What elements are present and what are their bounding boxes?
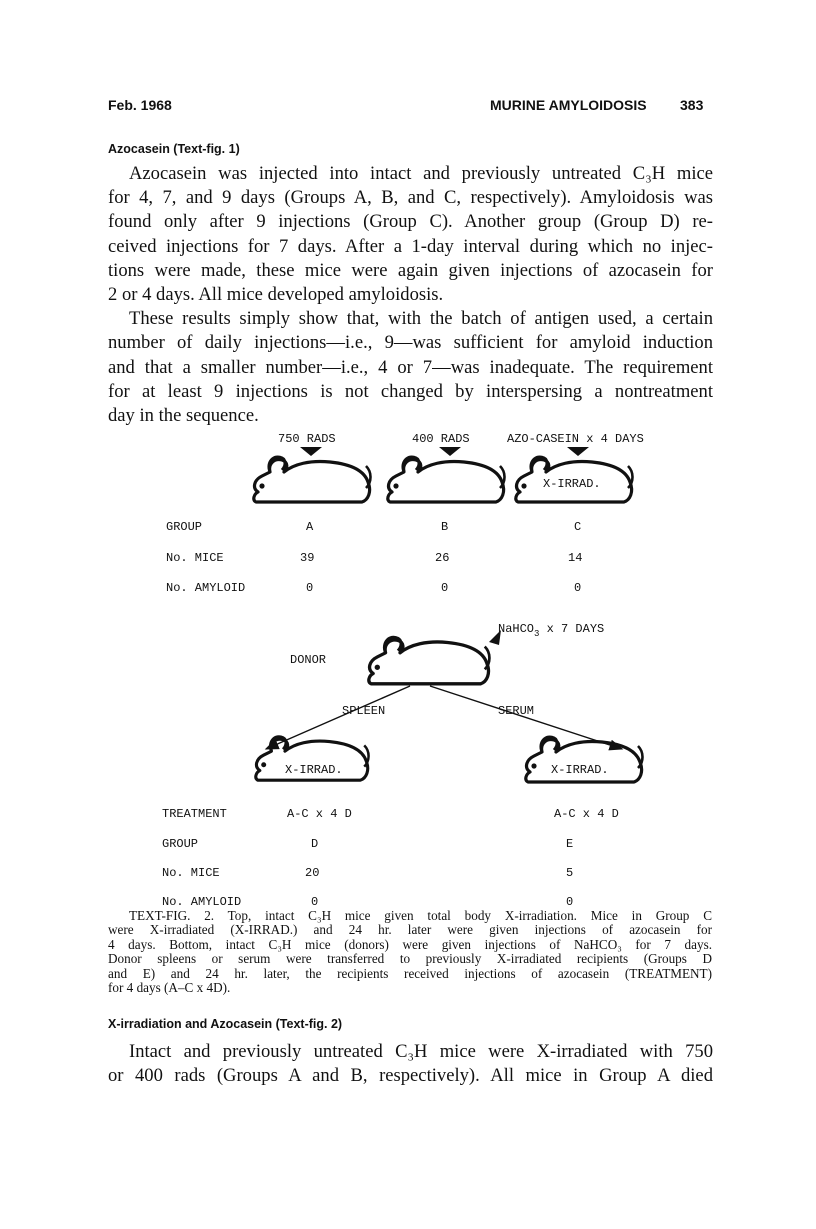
text-line: These results simply show that, with the batch of antigen used, a certain	[129, 308, 713, 330]
arrow-down-icon	[300, 447, 322, 456]
mouse-group-b-icon	[388, 457, 505, 502]
text-line: for at least 9 injections is not changed by interspersing a nontreatment	[108, 380, 713, 402]
xirrad-label-group-e: X-IRRAD.	[551, 763, 609, 777]
row-header-treatment: TREATMENT	[162, 807, 227, 821]
cell-mice-e: 5	[566, 866, 574, 880]
cell-mice-d: 20	[305, 866, 320, 880]
xirrad-label-group-d: X-IRRAD.	[285, 763, 343, 777]
running-header-title: MURINE AMYLOIDOSIS	[490, 97, 647, 113]
text-line: number of daily injections—i.e., 9—was sufficient for amyloid induction	[108, 332, 713, 354]
caption-line: were X-irradiated (X-IRRAD.) and 24 hr. later were given injections of azocasein for	[108, 922, 712, 938]
row-header-group: GROUP	[162, 837, 199, 851]
page-number: 383	[680, 97, 704, 113]
section-azocasein-body	[108, 162, 713, 428]
label-azocasein-4-days: AZO-CASEIN x 4 DAYS	[507, 432, 644, 446]
cell-group-c: C	[574, 520, 582, 534]
row-header-group: GROUP	[166, 520, 203, 534]
xirrad-label-group-c: X-IRRAD.	[543, 477, 601, 491]
label-nahco3: NaHCO$_3$ x 7 DAYS	[498, 622, 605, 639]
cell-mice-a: 39	[300, 551, 315, 565]
row-header-amyloid: No. AMYLOID	[166, 581, 246, 595]
text-line: tions were made, these mice were again given injections of azocasein for	[108, 259, 713, 281]
arrow-spleen-transfer	[266, 686, 410, 749]
cell-amyloid-a: 0	[306, 581, 314, 595]
row-header-amyloid: No. AMYLOID	[162, 895, 242, 909]
label-serum: SERUM	[498, 704, 535, 718]
label-spleen: SPLEEN	[342, 704, 386, 718]
cell-amyloid-b: 0	[441, 581, 449, 595]
cell-amyloid-d: 0	[311, 895, 319, 909]
section-xirradiation-body	[108, 1040, 713, 1088]
cell-amyloid-e: 0	[566, 895, 574, 909]
text-line: day in the sequence.	[108, 405, 259, 427]
section-heading-xirradiation: X-irradiation and Azocasein (Text-fig. 2)	[108, 1017, 343, 1031]
cell-group-a: A	[306, 520, 314, 534]
caption-line: for 4 days (A–C x 4D).	[108, 980, 231, 996]
cell-treatment-d: A-C x 4 D	[287, 807, 352, 821]
caption-line: 4 days. Bottom, intact C₃H mice (donors) were given injections of NaHCO₃ for 7 days.	[108, 936, 712, 952]
text-line: Intact and previously untreated C₃H mice were X-irradiated with 750	[129, 1041, 713, 1062]
label-400-rads: 400 RADS	[412, 432, 470, 446]
text-line: found only after 9 injections (Group C). Another group (Group D) re-	[108, 211, 713, 233]
cell-mice-c: 14	[568, 551, 583, 565]
paragraph-2	[108, 307, 713, 428]
text-line: for 4, 7, and 9 days (Groups A, B, and C, respectively). Amyloidosis was	[108, 187, 713, 209]
caption-line: Donor spleens or serum were transferred to previously X-irradiated recipients (Groups D	[108, 951, 712, 967]
cell-mice-b: 26	[435, 551, 450, 565]
label-donor: DONOR	[290, 653, 327, 667]
cell-treatment-e: A-C x 4 D	[554, 807, 619, 821]
row-header-mice: No. MICE	[166, 551, 224, 565]
cell-amyloid-c: 0	[574, 581, 582, 595]
label-750-rads: 750 RADS	[278, 432, 336, 446]
text-line: 2 or 4 days. All mice developed amyloidosis.	[108, 284, 444, 306]
cell-group-d: D	[311, 837, 319, 851]
text-fig-2	[0, 420, 816, 910]
mouse-group-a-icon	[254, 457, 371, 502]
mouse-donor-icon	[369, 637, 490, 684]
running-header-date: Feb. 1968	[108, 97, 172, 113]
caption-line: TEXT-FIG. 2. Top, intact C₃H mice given total body X-irradiation. Mice in Group C	[129, 908, 712, 923]
row-header-mice: No. MICE	[162, 866, 220, 880]
section-heading-azocasein: Azocasein (Text-fig. 1)	[108, 142, 240, 156]
caption-line: and E) and 24 hr. later, the recipients received injections of azocasein (TREATMENT)	[108, 965, 712, 981]
text-line: ceived injections for 7 days. After a 1-day interval during which no injec-	[108, 235, 713, 257]
cell-group-b: B	[441, 520, 449, 534]
text-line: Azocasein was injected into intact and previously untreated C₃H mice	[129, 163, 713, 184]
arrow-down-icon	[567, 447, 589, 456]
paragraph-1	[108, 162, 713, 307]
figure-caption	[108, 909, 712, 995]
text-line: or 400 rads (Groups A and B, respectively). All mice in Group A died	[108, 1065, 713, 1087]
arrow-down-icon	[439, 447, 461, 456]
text-line: and that a smaller number—i.e., 4 or 7—was inadequate. The requirement	[108, 356, 713, 378]
cell-group-e: E	[566, 837, 574, 851]
